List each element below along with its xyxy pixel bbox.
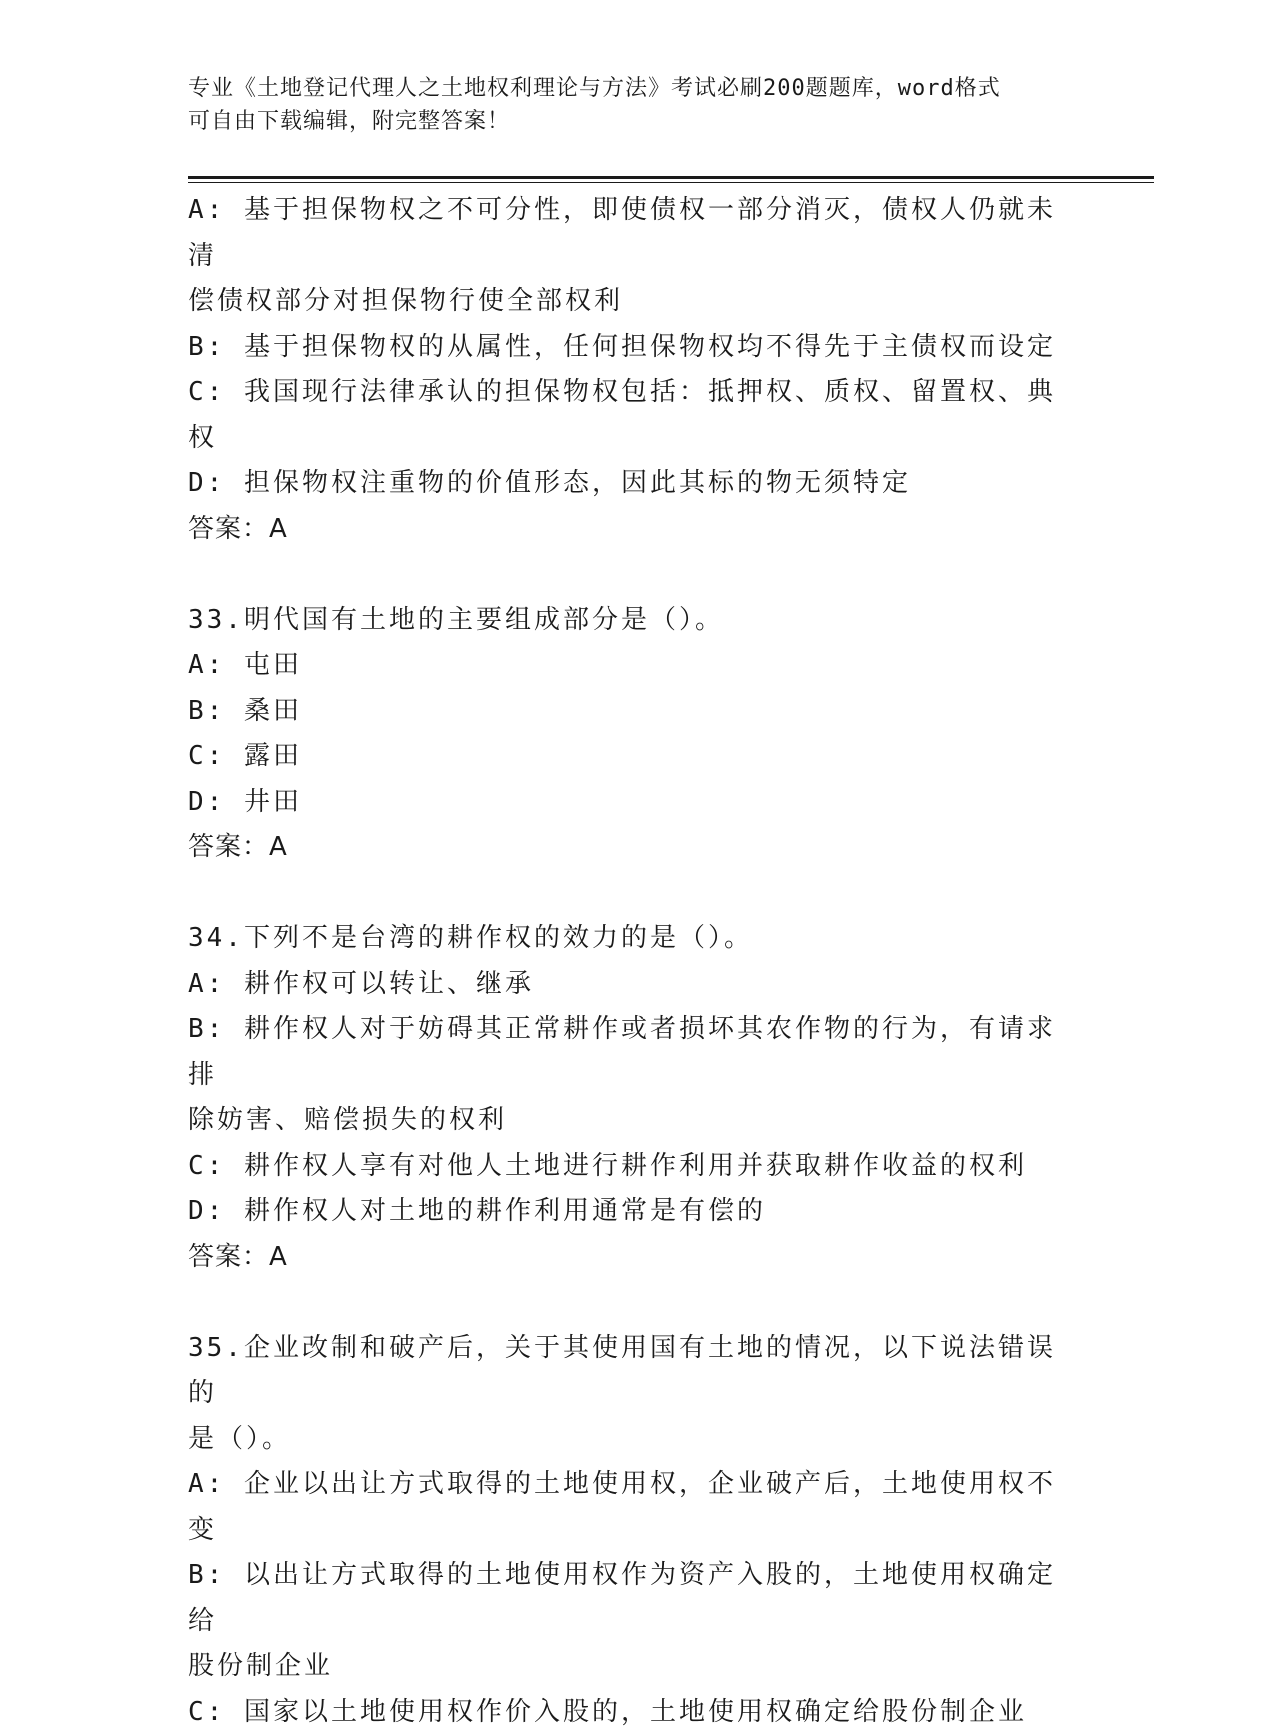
- option-c: C: 露田: [188, 734, 1078, 780]
- question-block-34: [188, 916, 1078, 1280]
- option-a-line-2: 偿债权部分对担保物行使全部权利: [188, 279, 1078, 325]
- option-c: C: 耕作权人享有对他人土地进行耕作利用并获取耕作收益的权利: [188, 1144, 1078, 1190]
- option-b: B: 桑田: [188, 689, 1078, 735]
- option-b: B: 基于担保物权的从属性，任何担保物权均不得先于主债权而设定: [188, 325, 1078, 371]
- question-text: 34.下列不是台湾的耕作权的效力的是（）。: [188, 916, 1078, 962]
- question-text-line-2: 是（）。: [188, 1417, 1078, 1463]
- question-text: 33.明代国有土地的主要组成部分是（）。: [188, 598, 1078, 644]
- option-a: A: 耕作权可以转让、继承: [188, 962, 1078, 1008]
- question-block-32: [188, 188, 1078, 552]
- option-a: A: 屯田: [188, 643, 1078, 689]
- header-title-line-2: 可自由下载编辑，附完整答案！: [188, 105, 1068, 138]
- option-b-line-2: 除妨害、赔偿损失的权利: [188, 1098, 1078, 1144]
- option-c: C: 我国现行法律承认的担保物权包括：抵押权、质权、留置权、典权: [188, 370, 1078, 461]
- option-c: C: 国家以土地使用权作价入股的，土地使用权确定给股份制企业: [188, 1690, 1078, 1735]
- option-b-line-2: 股份制企业: [188, 1644, 1078, 1690]
- document-header: [188, 72, 1068, 138]
- option-d: D: 担保物权注重物的价值形态，因此其标的物无须特定: [188, 461, 1078, 507]
- option-b-line-1: B: 以出让方式取得的土地使用权作为资产入股的，土地使用权确定给: [188, 1553, 1078, 1644]
- question-text-line-1: 35.企业改制和破产后，关于其使用国有土地的情况，以下说法错误的: [188, 1326, 1078, 1417]
- block-spacer: [188, 552, 1078, 598]
- question-block-35: [188, 1326, 1078, 1735]
- answer-line: 答案：A: [188, 507, 1078, 553]
- answer-line: 答案：A: [188, 825, 1078, 871]
- answer-line: 答案：A: [188, 1235, 1078, 1281]
- block-spacer: [188, 1280, 1078, 1326]
- block-spacer: [188, 871, 1078, 917]
- header-title-line-1: 专业《土地登记代理人之土地权利理论与方法》考试必刷200题题库，word格式: [188, 72, 1068, 105]
- header-divider-thin: [188, 182, 1154, 183]
- option-d: D: 耕作权人对土地的耕作利用通常是有偿的: [188, 1189, 1078, 1235]
- option-b-line-1: B: 耕作权人对于妨碍其正常耕作或者损坏其农作物的行为，有请求排: [188, 1007, 1078, 1098]
- document-body: [188, 188, 1078, 1735]
- question-block-33: [188, 598, 1078, 871]
- option-a-line-1: A: 基于担保物权之不可分性，即使债权一部分消灭，债权人仍就未清: [188, 188, 1078, 279]
- option-a: A: 企业以出让方式取得的土地使用权，企业破产后，土地使用权不变: [188, 1462, 1078, 1553]
- option-d: D: 井田: [188, 780, 1078, 826]
- header-divider-thick: [188, 176, 1154, 179]
